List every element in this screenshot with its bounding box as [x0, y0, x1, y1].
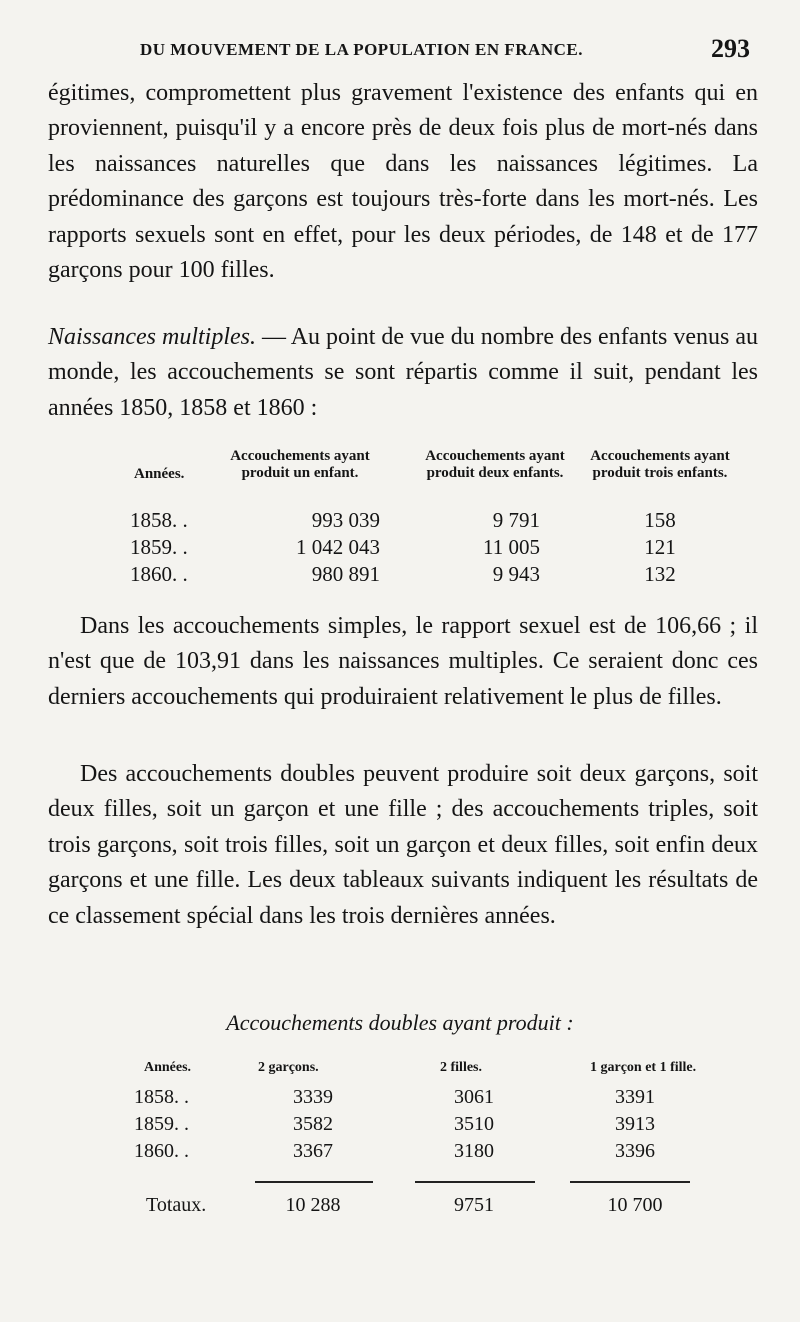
- row-year: 1860. .: [134, 1140, 189, 1162]
- row-year: 1860. .: [130, 562, 188, 586]
- page-header: [140, 34, 760, 68]
- total-two-girls: 9751: [454, 1194, 494, 1216]
- row-two-boys: 3582: [293, 1113, 333, 1135]
- table-row: [100, 1113, 780, 1139]
- row-year: 1858. .: [130, 508, 188, 532]
- page-number: 293: [711, 34, 750, 63]
- row-year: 1859. .: [130, 535, 188, 559]
- twins-table-header-years: Années.: [144, 1060, 192, 1075]
- row-double: 11 005: [483, 535, 540, 559]
- total-rule: [570, 1181, 690, 1183]
- table-row: [100, 562, 780, 588]
- total-two-boys: 10 288: [285, 1194, 341, 1216]
- row-single: 980 891: [311, 562, 380, 586]
- row-triple: 158: [644, 508, 676, 532]
- total-rule: [255, 1181, 373, 1183]
- twins-table-title: Accouchements doubles ayant produit :: [226, 1010, 574, 1035]
- row-triple: 132: [644, 562, 676, 586]
- twins-table: [100, 1058, 780, 1228]
- row-mixed: 3913: [615, 1113, 655, 1135]
- births-table: [100, 446, 780, 596]
- row-two-girls: 3180: [454, 1140, 494, 1162]
- table-row: [100, 1140, 780, 1166]
- row-year: 1859. .: [134, 1113, 189, 1135]
- row-two-girls: 3510: [454, 1113, 494, 1135]
- table-row: [100, 508, 780, 534]
- paragraph-4: Des accouchements doubles peuvent produire soit deux garçons, soit deux filles, soit un garçon et une fille ; des accouchements triples, soit trois garçons, soit trois filles, soit un garçon et deux filles, soit enfin deux garçons et une fille. Les deux tableaux suivants indiquent les résultats de ce classement spécial dans les trois dernières années.: [48, 761, 758, 929]
- row-two-boys: 3339: [293, 1086, 333, 1108]
- total-mixed: 10 700: [607, 1194, 663, 1216]
- row-single: 1 042 043: [296, 535, 380, 559]
- table-row: [100, 535, 780, 561]
- totals-label: Totaux.: [146, 1194, 207, 1216]
- births-table-header-single: Accouchements ayant produit un enfant.: [230, 448, 370, 481]
- paragraph-3: Dans les accouchements simples, le rapport sexuel est de 106,66 ; il n'est que de 103,91 dans les naissances multiples. Ce seraient donc ces derniers accouchements qui produiraient relativement le plus de filles.: [48, 613, 758, 710]
- row-mixed: 3391: [615, 1086, 655, 1108]
- row-double: 9 943: [492, 562, 540, 586]
- paragraph-2: [48, 320, 758, 426]
- row-two-girls: 3061: [454, 1086, 494, 1108]
- row-year: 1858. .: [134, 1086, 189, 1108]
- paragraph-2-text: — Au point de vue du nombre des enfants venus au monde, les accouchements se sont répartis comme il suit, pendant les années 1850, 1858 et 1860 :: [48, 324, 759, 421]
- row-mixed: 3396: [615, 1140, 655, 1162]
- births-table-header-triple: Accouchements ayant produit trois enfants.: [590, 448, 730, 481]
- table-row: [100, 1086, 780, 1112]
- births-table-header-years: Années.: [134, 466, 185, 482]
- total-rule: [415, 1181, 535, 1183]
- row-triple: 121: [644, 535, 676, 559]
- running-title: DU MOUVEMENT DE LA POPULATION EN FRANCE.: [140, 40, 583, 59]
- row-double: 9 791: [492, 508, 540, 532]
- row-single: 993 039: [311, 508, 380, 532]
- row-two-boys: 3367: [293, 1140, 333, 1162]
- twins-table-header-two-girls: 2 filles.: [440, 1060, 482, 1075]
- twins-table-header-mixed: 1 garçon et 1 fille.: [590, 1060, 697, 1075]
- section-lead: Naissances multiples.: [48, 324, 257, 350]
- paragraph-1: égitimes, compromettent plus gravement l'existence des enfants qui en proviennent, puisqu'il y a encore près de deux fois plus de mort-nés dans les naissances naturelles que dans les naissances légitimes. La prédominance des garçons est toujours très-forte dans les mort-nés. Les rapports sexuels sont en effet, pour les deux périodes, de 148 et de 177 garçons pour 100 filles.: [48, 80, 758, 284]
- twins-table-header-two-boys: 2 garçons.: [258, 1060, 319, 1075]
- births-table-header-double: Accouchements ayant produit deux enfants.: [425, 448, 565, 481]
